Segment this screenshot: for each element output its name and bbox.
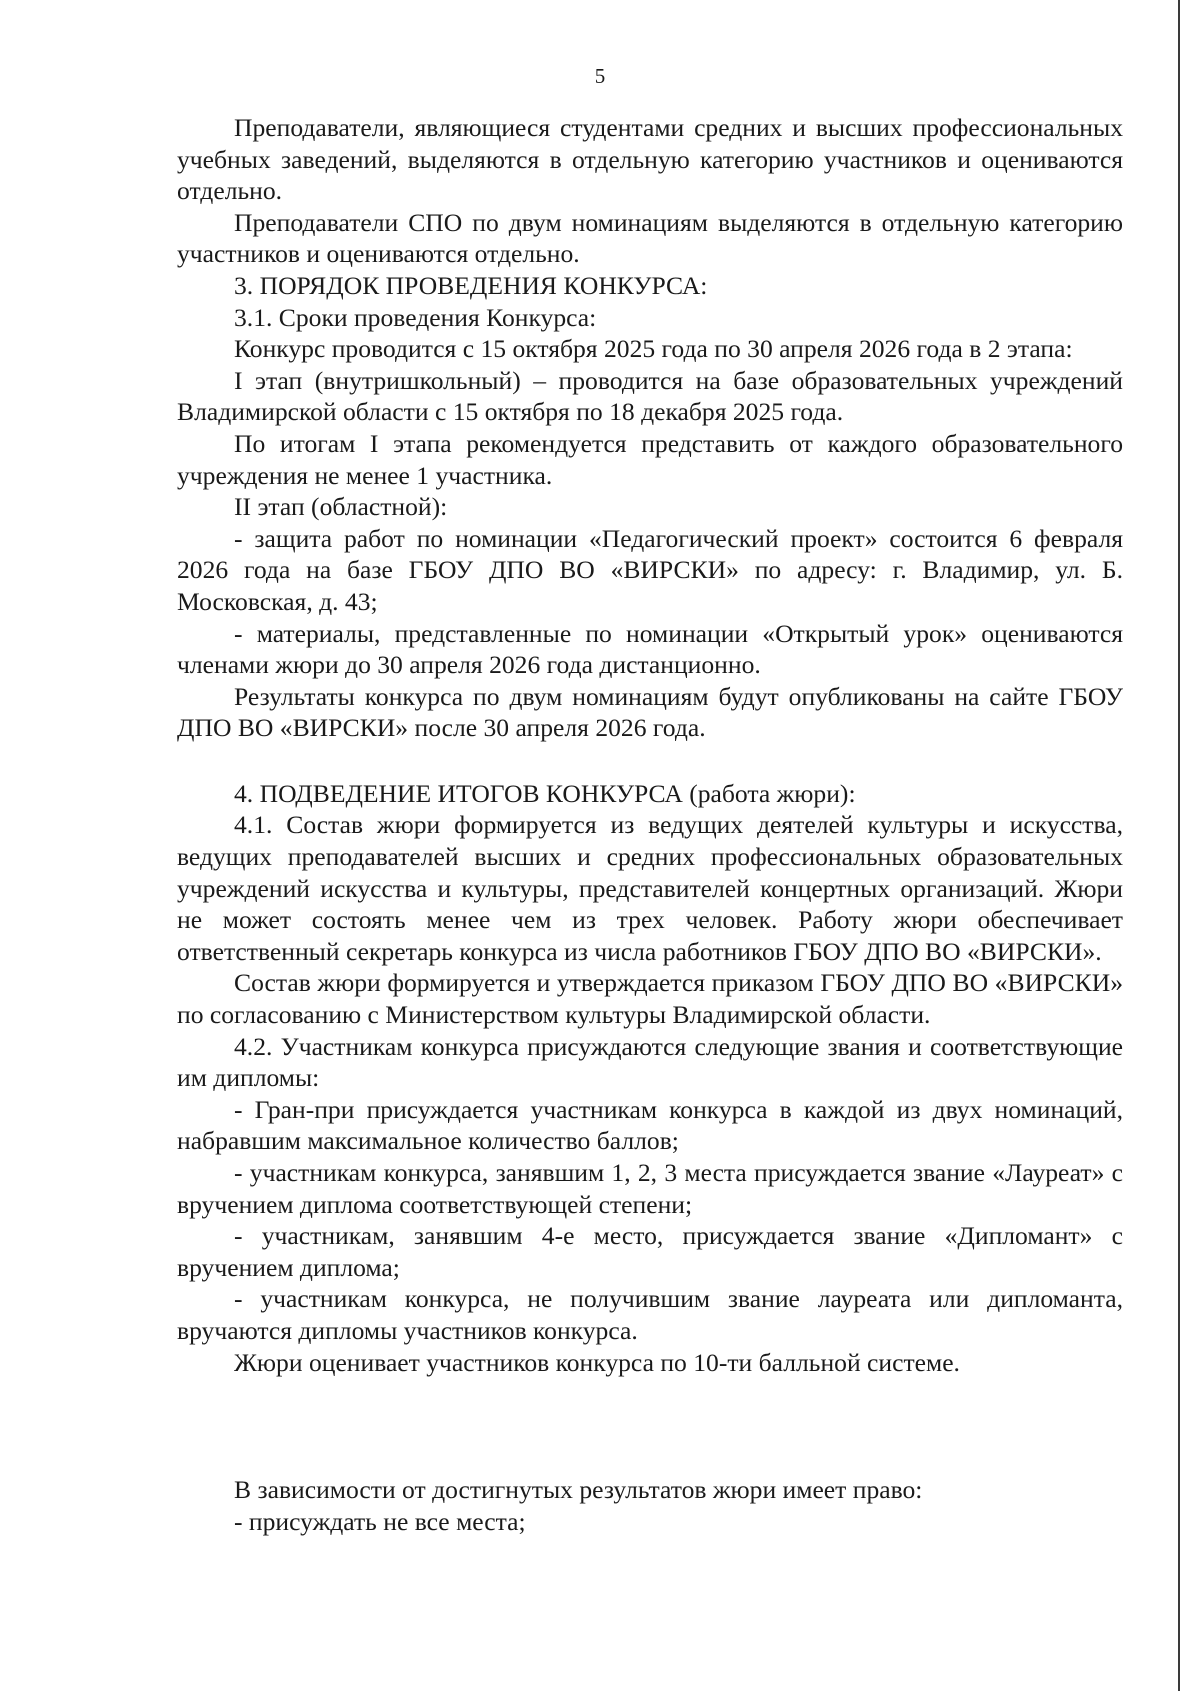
document-body xyxy=(177,112,1123,1537)
paragraph-open-lesson: - материалы, представленные по номинации «Открытый урок» оцениваются членами жюри до 30 апреля 2026 года дистанционно. xyxy=(177,618,1123,680)
paragraph-teachers-students: Преподаватели, являющиеся студентами средних и высших профессиональных учебных заведений, выделяются в отдельную категорию участников и оцениваются отдельно. xyxy=(177,113,1123,206)
paragraph-grand-prix: - Гран-при присуждается участникам конкурса в каждой из двух номинаций, набравшим максимальное количество баллов; xyxy=(177,1094,1123,1156)
paragraph-stage-1-results: По итогам I этапа рекомендуется представить от каждого образовательного учреждения не менее 1 участника. xyxy=(177,428,1123,490)
spacer-large xyxy=(177,1378,1123,1474)
section-4-1: 4.1. Состав жюри формируется из ведущих деятелей культуры и искусства, ведущих преподавателей высших и средних профессиональных образовательных учреждений искусства и культуры, представителей концертных организаций. Жюри не может состоять менее чем из трех человек. Работу жюри обеспечивает ответственный секретарь конкурса из числа работников ГБОУ ДПО ВО «ВИРСКИ». xyxy=(177,810,1123,966)
paragraph-participant-diplomas: - участникам конкурса, не получившим звание лауреата или дипломанта, вручаются дипломы участников конкурса. xyxy=(177,1284,1123,1345)
paragraph-laureate: - участникам конкурса, занявшим 1, 2, 3 места присуждается звание «Лауреат» с вручением диплома соответствующей степени; xyxy=(177,1158,1123,1219)
paragraph-teachers-spo: Преподаватели СПО по двум номинациям выделяются в отдельную категорию участников и оцениваются отдельно. xyxy=(177,207,1123,269)
page-number: 5 xyxy=(594,64,606,88)
paragraph-diplomant: - участникам, занявшим 4-е место, присуждается звание «Дипломант» с вручением диплома; xyxy=(177,1221,1123,1282)
paragraph-project-defense: - защита работ по номинации «Педагогический проект» состоится 6 февраля 2026 года на базе ГБОУ ДПО ВО «ВИРСКИ» по адресу: г. Владимир, ул. Б. Московская, д. 43; xyxy=(177,523,1123,616)
paragraph-scoring-system: Жюри оценивает участников конкурса по 10-ти балльной системе. xyxy=(234,1347,960,1377)
paragraph-jury-rights: В зависимости от достигнутых результатов жюри имеет право: xyxy=(234,1475,923,1505)
paragraph-not-all-places: - присуждать не все места; xyxy=(234,1506,526,1536)
paragraph-jury-approval: Состав жюри формируется и утверждается приказом ГБОУ ДПО ВО «ВИРСКИ» по согласованию с Министерством культуры Владимирской области. xyxy=(177,968,1123,1030)
section-3-1: 3.1. Сроки проведения Конкурса: xyxy=(234,302,597,332)
paragraph-contest-dates: Конкурс проводится с 15 октября 2025 года по 30 апреля 2026 года в 2 этапа: xyxy=(234,334,1073,364)
spacer xyxy=(177,744,1123,778)
paragraph-stage-1: I этап (внутришкольный) – проводится на базе образовательных учреждений Владимирской области с 15 октября по 18 декабря 2025 года. xyxy=(177,365,1123,427)
section-4-2: 4.2. Участникам конкурса присуждаются следующие звания и соответствующие им дипломы: xyxy=(177,1031,1123,1093)
paragraph-results-publication: Результаты конкурса по двум номинациям будут опубликованы на сайте ГБОУ ДПО ВО «ВИРСКИ» после 30 апреля 2026 года. xyxy=(177,681,1123,743)
section-3-heading: 3. ПОРЯДОК ПРОВЕДЕНИЯ КОНКУРСА: xyxy=(234,270,708,300)
section-4-heading: 4. ПОДВЕДЕНИЕ ИТОГОВ КОНКУРСА (работа жюри): xyxy=(234,778,856,808)
scan-edge-line xyxy=(1178,0,1180,1691)
paragraph-stage-2: II этап (областной): xyxy=(234,492,448,522)
